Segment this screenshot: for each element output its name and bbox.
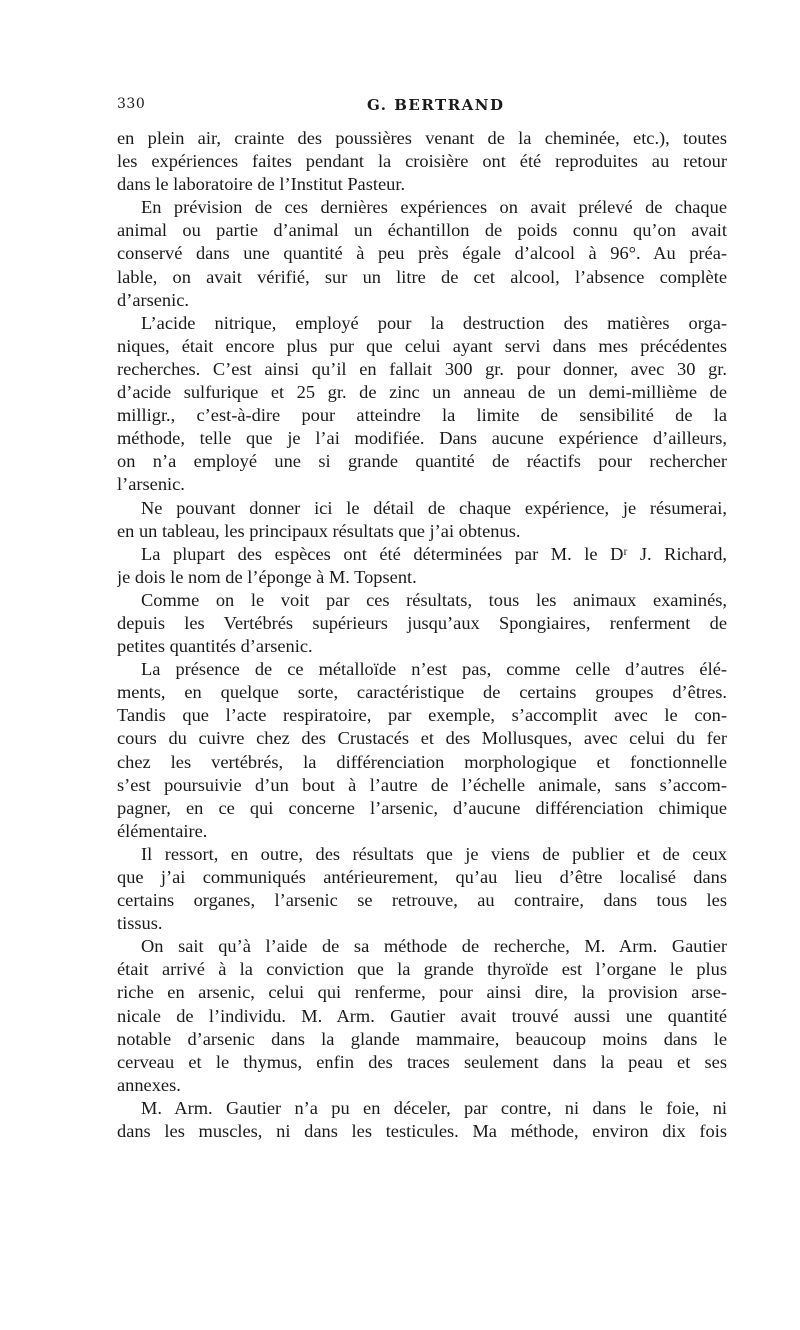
text-line: depuis les Vertébrés supérieurs jusqu’aux Spongiaires, renferment de <box>117 612 727 633</box>
text-line: La plupart des espèces ont été déterminées par M. le Dʳ J. Richard, <box>141 543 727 564</box>
text-line: milligr., c’est-à-dire pour atteindre la limite de sensibilité de la <box>117 405 727 426</box>
body-text <box>117 127 727 1143</box>
text-line: en plein air, crainte des poussières venant de la cheminée, etc.), toutes <box>117 128 727 148</box>
page-number: 330 <box>117 96 146 112</box>
text-line: riche en arsenic, celui qui renferme, pour ainsi dire, la provision arse- <box>117 982 727 1003</box>
text-line: La présence de ce métalloïde n’est pas, comme celle d’autres élé- <box>141 659 727 680</box>
text-line: élémentaire. <box>117 820 208 841</box>
text-line: nicale de l’individu. M. Arm. Gautier avait trouvé aussi une quantité <box>117 1005 727 1026</box>
text-line: En prévision de ces dernières expériences on avait prélevé de chaque <box>141 197 727 218</box>
text-line: ments, en quelque sorte, caractéristique de certains groupes d’êtres. <box>117 682 727 703</box>
text-line: tissus. <box>117 913 163 934</box>
text-line: Comme on le voit par ces résultats, tous les animaux examinés, <box>141 589 727 610</box>
text-line: en un tableau, les principaux résultats que j’ai obtenus. <box>117 520 521 541</box>
text-line: lable, on avait vérifié, sur un litre de cet alcool, l’absence complète <box>117 266 727 287</box>
text-line: que j’ai communiqués antérieurement, qu’au lieu d’être localisé dans <box>117 867 727 887</box>
text-line: d’arsenic. <box>117 289 189 310</box>
text-line: d’acide sulfurique et 25 gr. de zinc un anneau de un demi-millième de <box>117 382 727 403</box>
text-line: s’est poursuivie d’un bout à l’autre de l’échelle animale, sans s’accom- <box>117 774 727 795</box>
text-line: niques, était encore plus pur que celui ayant servi dans mes précédentes <box>117 335 727 356</box>
text-line: je dois le nom de l’éponge à M. Topsent. <box>117 566 417 587</box>
text-line: petites quantités d’arsenic. <box>117 636 313 657</box>
text-line: recherches. C’est ainsi qu’il en fallait 300 gr. pour donner, avec 30 gr. <box>117 358 727 379</box>
text-line: cerveau et le thymus, enfin des traces seulement dans la peau et ses <box>117 1051 727 1072</box>
page-header <box>117 96 727 116</box>
text-line: Il ressort, en outre, des résultats que je viens de publier et de ceux <box>141 843 727 864</box>
text-line: pagner, en ce qui concerne l’arsenic, d’aucune différenciation chimique <box>117 797 727 818</box>
text-line: notable d’arsenic dans la glande mammaire, beaucoup moins dans le <box>117 1028 727 1049</box>
text-line: cours du cuivre chez des Crustacés et des Mollusques, avec celui du fer <box>117 728 727 749</box>
text-line: chez les vertébrés, la différenciation morphologique et fonctionnelle <box>117 751 727 772</box>
text-line: méthode, telle que je l’ai modifiée. Dans aucune expérience d’ailleurs, <box>117 428 727 449</box>
text-line: on n’a employé une si grande quantité de réactifs pour rechercher <box>117 451 727 472</box>
text-line: dans le laboratoire de l’Institut Pasteur. <box>117 174 406 195</box>
text-line: était arrivé à la conviction que la grande thyroïde est l’organe le plus <box>117 959 727 980</box>
text-line: conservé dans une quantité à peu près égale d’alcool à 96°. Au préa- <box>117 243 727 264</box>
text-line: animal ou partie d’animal un échantillon de poids connu qu’on avait <box>117 220 727 241</box>
running-head: G. BERTRAND <box>367 96 505 114</box>
text-line: L’acide nitrique, employé pour la destruction des matières orga- <box>141 312 727 333</box>
text-line: On sait qu’à l’aide de sa méthode de recherche, M. Arm. Gautier <box>141 936 727 957</box>
text-line: Tandis que l’acte respiratoire, par exemple, s’accomplit avec le con- <box>117 705 727 726</box>
text-line: M. Arm. Gautier n’a pu en déceler, par contre, ni dans le foie, ni <box>141 1097 727 1118</box>
text-line: annexes. <box>117 1074 181 1095</box>
text-line: certains organes, l’arsenic se retrouve, au contraire, dans tous les <box>117 890 727 911</box>
text-line: Ne pouvant donner ici le détail de chaque expérience, je résumerai, <box>141 497 727 518</box>
text-line: l’arsenic. <box>117 474 185 495</box>
text-line: les expériences faites pendant la croisière ont été reproduites au retour <box>117 151 727 172</box>
text-line: dans les muscles, ni dans les testicules. Ma méthode, environ dix fois <box>117 1121 727 1142</box>
